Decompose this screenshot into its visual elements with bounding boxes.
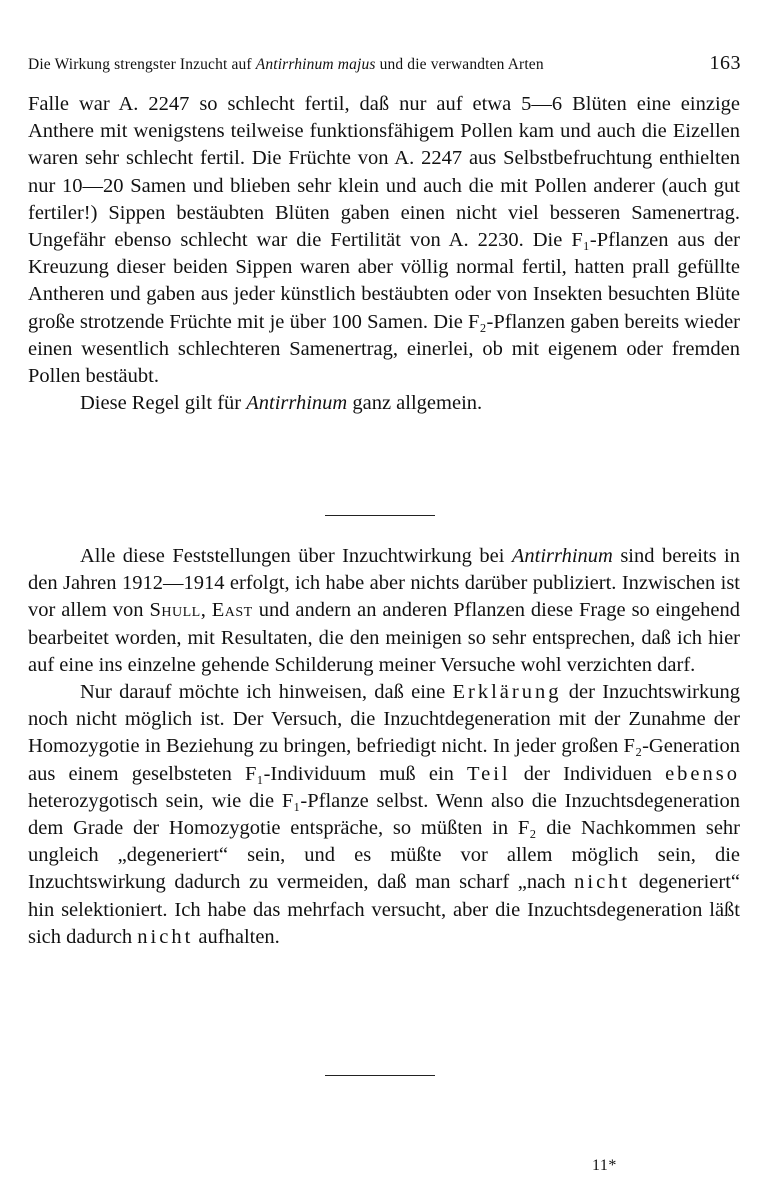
end-divider-rule (325, 1075, 435, 1076)
explanation-text-1: Nur darauf möchte ich hinweisen, daß eine (80, 681, 453, 704)
running-head (28, 52, 741, 78)
page-number: 163 (709, 52, 741, 74)
author-name-east: East (211, 599, 253, 622)
spaced-word-teil: Teil (467, 762, 511, 785)
running-head-title-italic: Antirrhinum majus (255, 56, 376, 73)
paragraph-rule-statement (28, 390, 740, 417)
findings-genus: Antirrhinum (511, 545, 613, 567)
running-head-title (28, 56, 544, 74)
section-1 (28, 91, 740, 417)
section-2 (28, 543, 740, 951)
rule-statement-start: Diese Regel gilt für (80, 392, 247, 415)
findings-text-3: , (200, 599, 212, 622)
spaced-word-nicht-1: nicht (574, 871, 631, 894)
paragraph-explanation (28, 679, 740, 951)
findings-text-2: sind bereits in den Jahren 1912—1914 erfolgt, ich habe aber nichts darüber publiziert. Inzwischen ist vor allem von (28, 545, 740, 622)
explanation-text-6: aufhalten. (193, 925, 280, 948)
spaced-word-erklaerung: Erklärung (452, 681, 562, 704)
explanation-text-3: der Individuen (510, 762, 666, 785)
paragraph-continued: Falle war A. 2247 so schlecht fertil, daß nur auf etwa 5—6 Blüten eine einzige Anthere mit wenigstens teilweise funktionsfähigem Pollen kam und auch die Eizellen waren sehr schlecht fertil. Die Früchte von A. 2247 aus Selbstbefruchtung enthielten nur 10—20 Samen und blieben sehr klein und auch die mit Pollen anderer (auch gut fertiler!) Sippen bestäubten Blüten gaben einen nicht viel besseren Samenertrag. Ungefähr ebenso schlecht war die Fertilität von A. 2230. Die F₁-Pflanzen aus der Kreuzung dieser beiden Sippen waren aber völlig normal fertil, hatten prall gefüllte Antheren und gaben aus jeder künstlich bestäubten oder von Insekten besuchten Blüte große strotzende Früchte mit je über 100 Samen. Die F₂-Pflanzen gaben bereits wieder einen wesentlich schlechteren Samenertrag, einerlei, ob mit eigenem oder fremden Pollen bestäubt. (28, 93, 740, 388)
author-name-shull: Shull (149, 599, 201, 622)
rule-statement-end: ganz allgemein. (347, 392, 483, 415)
paragraph-findings (28, 543, 740, 679)
rule-statement-genus: Antirrhinum (246, 392, 348, 415)
running-head-title-start: Die Wirkung strengster Inzucht auf (28, 56, 256, 73)
explanation-text-5: degeneriert“ hin selektioniert. Ich habe das mehrfach versucht, aber die Inzuchtsdegeneration läßt sich dadurch (28, 871, 741, 948)
section-divider-rule (325, 515, 435, 516)
findings-text-4: und andern an anderen Pflanzen diese Frage so eingehend bearbeitet worden, mit Resultaten, die den meinigen so sehr entsprechen, daß ich hier auf eine ins einzelne gehende Schilderung meiner Versuche wohl verzichten darf. (28, 599, 740, 676)
findings-text-1: Alle diese Feststellungen über Inzuchtwirkung bei (80, 545, 512, 567)
signature-mark: 11* (592, 1157, 617, 1174)
spaced-word-ebenso: ebenso (665, 762, 740, 785)
explanation-text-2: der Inzuchtswirkung noch nicht möglich ist. Der Versuch, die Inzuchtdegeneration mit der Zunahme der Homozygotie in Beziehung zu bringen, befriedigt nicht. In jeder großen F₂-Generation aus einem geselbsteten F₁-Individuum muß ein (28, 681, 740, 785)
running-head-title-end: und die verwandten Arten (375, 56, 544, 73)
explanation-text-4: heterozygotisch sein, wie die F₁-Pflanze selbst. Wenn also die Inzuchtsdegeneration dem Grade der Homozygotie entspräche, so müßten in F₂ die Nachkommen sehr ungleich „degeneriert“ sein, und es müßte vor allem möglich sein, die Inzuchtswirkung dadurch zu vermeiden, daß man scharf „nach (28, 789, 740, 894)
spaced-word-nicht-2: nicht (137, 925, 194, 948)
